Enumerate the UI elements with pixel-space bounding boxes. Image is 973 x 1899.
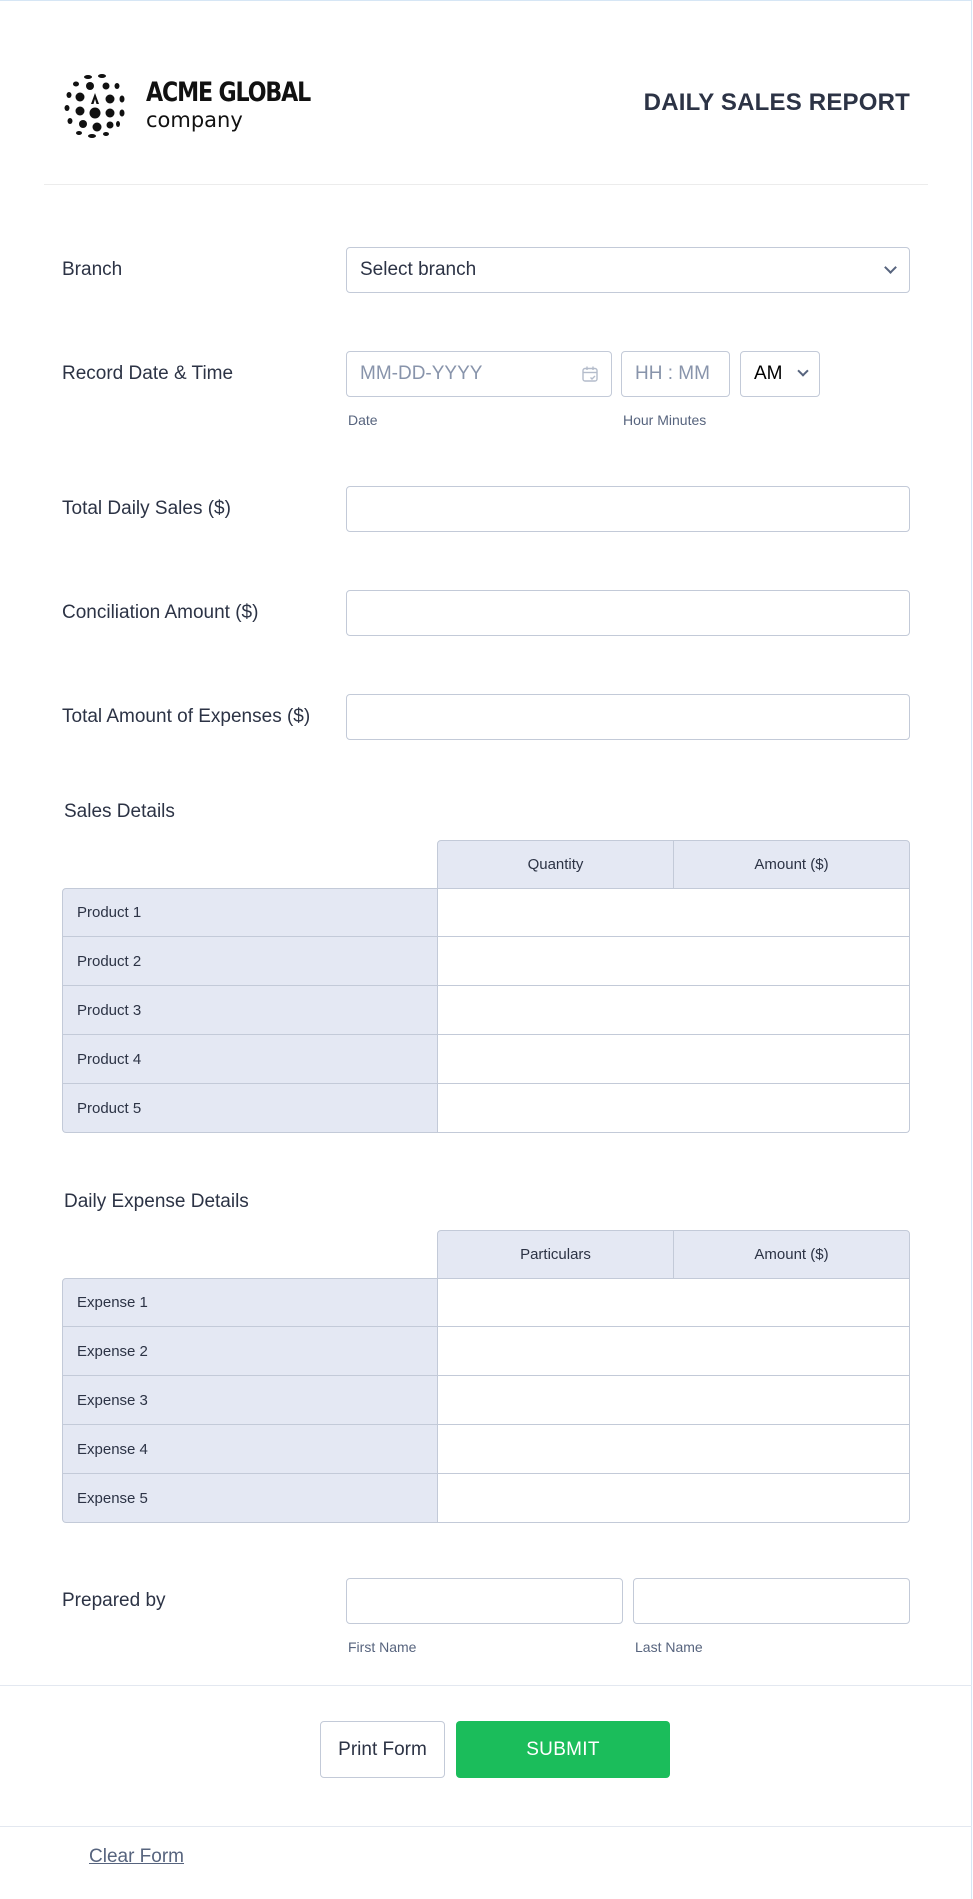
quantity-cell[interactable] xyxy=(437,937,674,986)
particulars-cell[interactable] xyxy=(437,1425,674,1474)
logo-subtitle: company xyxy=(146,108,243,132)
table-row xyxy=(62,1425,910,1474)
quantity-cell[interactable] xyxy=(437,888,674,937)
amount-cell[interactable] xyxy=(673,888,910,937)
conciliation-amount-input[interactable] xyxy=(346,590,910,636)
record-datetime-label: Record Date & Time xyxy=(62,363,234,384)
last-name-input[interactable] xyxy=(633,1578,910,1624)
table-row xyxy=(62,1035,910,1084)
ampm-select[interactable] xyxy=(740,351,820,397)
clear-form-link[interactable]: Clear Form xyxy=(89,1846,185,1867)
particulars-cell[interactable] xyxy=(437,1376,674,1425)
amount-cell[interactable] xyxy=(673,1425,910,1474)
total-daily-sales-input[interactable] xyxy=(346,486,910,532)
table-row xyxy=(62,888,910,937)
amount-cell[interactable] xyxy=(673,937,910,986)
table-row xyxy=(62,1327,910,1376)
row-label: Product 5 xyxy=(62,1084,438,1133)
table-row xyxy=(62,937,910,986)
branch-label: Branch xyxy=(62,259,123,280)
time-placeholder: HH : MM xyxy=(635,363,710,384)
row-label: Expense 5 xyxy=(62,1474,438,1523)
row-label: Product 1 xyxy=(62,888,438,937)
row-label: Expense 2 xyxy=(62,1327,438,1376)
quantity-cell[interactable] xyxy=(437,1035,674,1084)
column-header-particulars: Particulars xyxy=(437,1230,674,1279)
actions-divider xyxy=(0,1685,972,1686)
form-header xyxy=(44,1,928,185)
branch-select[interactable] xyxy=(346,247,910,293)
sales-details-table xyxy=(62,840,910,1132)
time-sublabel: Hour Minutes xyxy=(623,412,707,428)
quantity-cell[interactable] xyxy=(437,986,674,1035)
branch-select-value: Select branch xyxy=(360,259,477,280)
footer-divider xyxy=(0,1826,972,1827)
quantity-cell[interactable] xyxy=(437,1084,674,1133)
column-header-amount: Amount ($) xyxy=(673,840,910,889)
total-expenses-label: Total Amount of Expenses ($) xyxy=(62,706,311,727)
first-name-sublabel: First Name xyxy=(348,1639,417,1655)
particulars-cell[interactable] xyxy=(437,1327,674,1376)
date-input[interactable] xyxy=(346,351,612,397)
row-label: Product 3 xyxy=(62,986,438,1035)
time-input[interactable] xyxy=(621,351,730,397)
conciliation-amount-label: Conciliation Amount ($) xyxy=(62,602,259,623)
amount-cell[interactable] xyxy=(673,1327,910,1376)
date-placeholder: MM-DD-YYYY xyxy=(360,363,483,384)
total-expenses-input[interactable] xyxy=(346,694,910,740)
column-header-quantity: Quantity xyxy=(437,840,674,889)
prepared-by-label: Prepared by xyxy=(62,1590,166,1611)
amount-cell[interactable] xyxy=(673,1376,910,1425)
column-header-amount: Amount ($) xyxy=(673,1230,910,1279)
submit-button[interactable]: SUBMIT xyxy=(456,1721,670,1778)
table-row xyxy=(62,1376,910,1425)
particulars-cell[interactable] xyxy=(437,1474,674,1523)
row-label: Product 2 xyxy=(62,937,438,986)
sales-details-title: Sales Details xyxy=(64,801,175,822)
page-title: DAILY SALES REPORT xyxy=(643,89,910,116)
globe-dots-icon xyxy=(62,71,128,139)
chevron-down-icon xyxy=(797,365,808,376)
expense-details-title: Daily Expense Details xyxy=(64,1191,249,1212)
row-label: Expense 4 xyxy=(62,1425,438,1474)
amount-cell[interactable] xyxy=(673,1084,910,1133)
chevron-down-icon xyxy=(884,261,897,274)
first-name-input[interactable] xyxy=(346,1578,623,1624)
table-row xyxy=(62,1474,910,1523)
calendar-icon[interactable] xyxy=(581,365,599,383)
print-form-button[interactable]: Print Form xyxy=(320,1721,445,1778)
particulars-cell[interactable] xyxy=(437,1278,674,1327)
logo-title: ACME GLOBAL xyxy=(146,77,311,108)
row-label: Expense 1 xyxy=(62,1278,438,1327)
table-row xyxy=(62,1084,910,1133)
amount-cell[interactable] xyxy=(673,1278,910,1327)
table-row xyxy=(62,1278,910,1327)
total-daily-sales-label: Total Daily Sales ($) xyxy=(62,498,231,519)
table-row xyxy=(62,986,910,1035)
row-label: Expense 3 xyxy=(62,1376,438,1425)
ampm-value: AM xyxy=(754,363,783,384)
amount-cell[interactable] xyxy=(673,1474,910,1523)
company-logo xyxy=(62,71,346,139)
expense-details-table xyxy=(62,1230,910,1522)
amount-cell[interactable] xyxy=(673,986,910,1035)
row-label: Product 4 xyxy=(62,1035,438,1084)
date-sublabel: Date xyxy=(348,412,378,428)
amount-cell[interactable] xyxy=(673,1035,910,1084)
last-name-sublabel: Last Name xyxy=(635,1639,703,1655)
